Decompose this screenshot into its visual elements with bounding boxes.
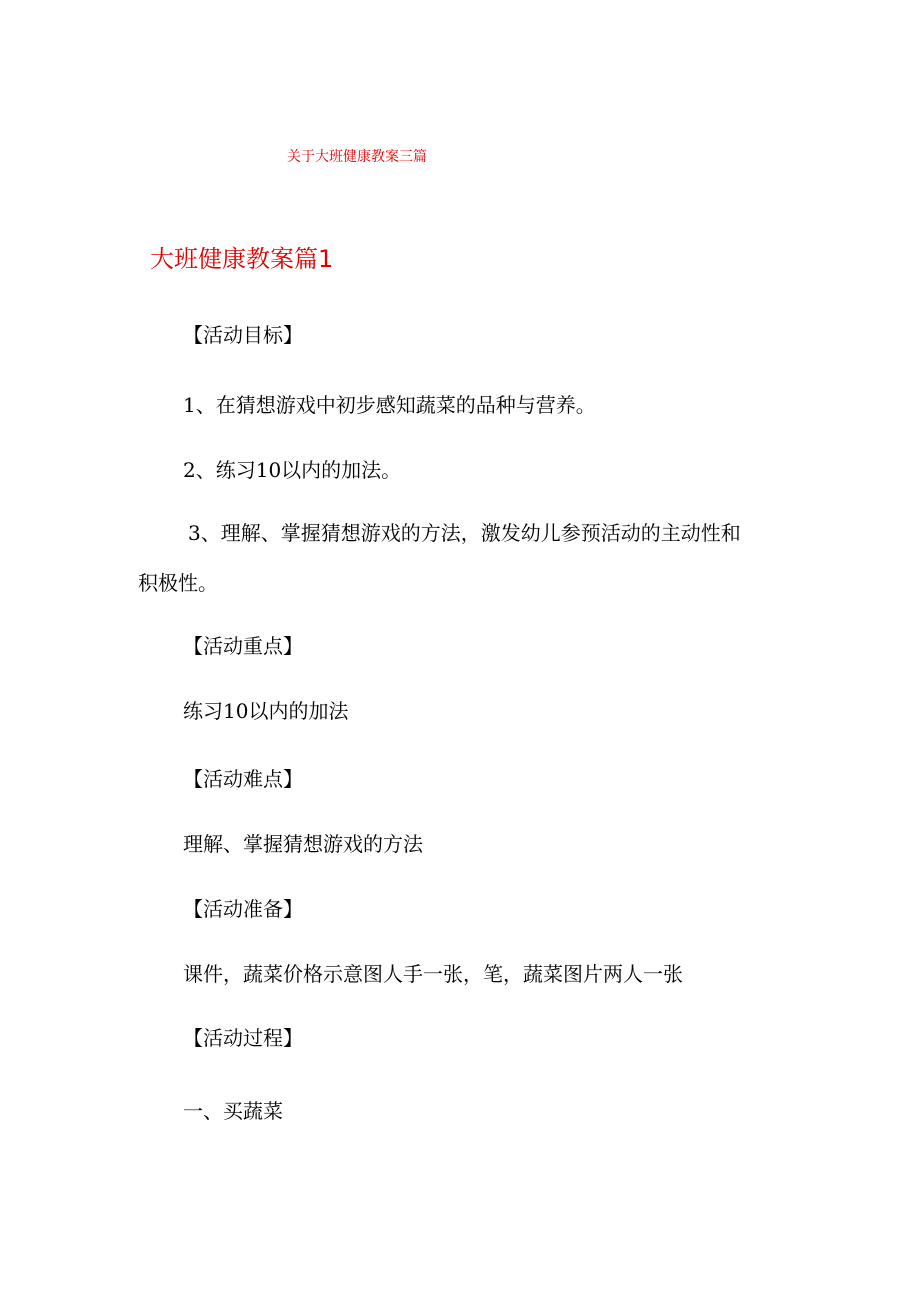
process-step-1: 一、买蔬菜 [183,1099,283,1123]
heading-process: 【活动过程】 [183,1026,303,1050]
heading-difficulty: 【活动难点】 [183,767,303,791]
goal-item-3-continued: 积极性。 [138,571,218,595]
key-point-text: 练习10以内的加法 [183,699,349,723]
goal-item-3: 3、理解、掌握猜想游戏的方法，激发幼儿参预活动的主动性和 [188,521,741,545]
goal-item-2: 2、练习10以内的加法。 [183,458,402,482]
preparation-text: 课件，蔬菜价格示意图人手一张，笔，蔬菜图片两人一张 [183,962,683,986]
goal-item-1: 1、在猜想游戏中初步感知蔬菜的品种与营养。 [183,393,596,417]
heading-activity-goals: 【活动目标】 [183,323,303,347]
heading-key-point: 【活动重点】 [183,634,303,658]
document-header: 关于大班健康教案三篇 [287,149,427,165]
heading-preparation: 【活动准备】 [183,897,303,921]
section-title: 大班健康教案篇1 [150,245,334,273]
difficulty-text: 理解、掌握猜想游戏的方法 [183,832,423,856]
